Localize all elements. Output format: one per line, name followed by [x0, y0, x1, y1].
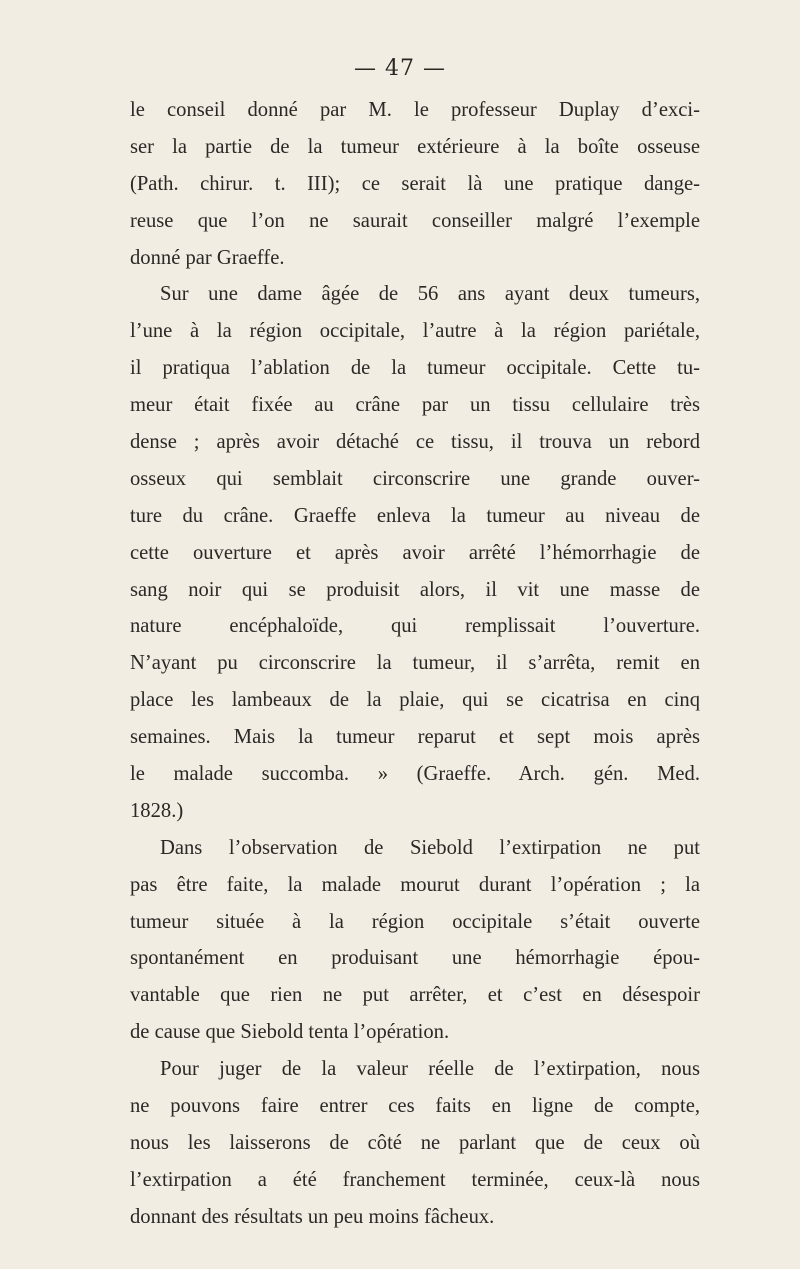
text-line: nature encéphaloïde, qui remplissait l’ouverture. — [130, 615, 700, 638]
text-line: 1828.) — [130, 799, 184, 822]
text-line: vantable que rien ne put arrêter, et c’est en désespoir — [130, 984, 700, 1007]
text-line: donné par Graeffe. — [130, 246, 285, 269]
text-line: il pratiqua l’ablation de la tumeur occipitale. Cette tu- — [130, 357, 700, 380]
paragraph — [130, 92, 700, 276]
text-line: N’ayant pu circonscrire la tumeur, il s’arrêta, remit en — [130, 652, 700, 675]
paragraph — [130, 276, 700, 829]
paragraph — [130, 1051, 700, 1235]
text-line: ne pouvons faire entrer ces faits en ligne de compte, — [130, 1095, 700, 1118]
page-number: — 47 — — [354, 56, 446, 81]
text-line: le malade succomba. » (Graeffe. Arch. gén. Med. — [130, 763, 700, 786]
text-line: pas être faite, la malade mourut durant l’opération ; la — [130, 873, 700, 896]
paragraph — [130, 830, 700, 1051]
text-line: tumeur située à la région occipitale s’était ouverte — [130, 910, 700, 933]
text-line: (Path. chirur. t. III); ce serait là une pratique dange- — [130, 172, 700, 195]
text-line: reuse que l’on ne saurait conseiller malgré l’exemple — [130, 209, 700, 232]
text-line: de cause que Siebold tenta l’opération. — [130, 1021, 450, 1044]
text-line: Pour juger de la valeur réelle de l’extirpation, nous — [160, 1058, 700, 1081]
text-line: osseux qui semblait circonscrire une grande ouver- — [130, 467, 700, 490]
body-text — [130, 92, 700, 1236]
text-line: ture du crâne. Graeffe enleva la tumeur au niveau de — [130, 504, 700, 527]
text-line: l’une à la région occipitale, l’autre à la région pariétale, — [130, 320, 700, 343]
text-line: meur était fixée au crâne par un tissu cellulaire très — [130, 394, 700, 417]
text-line: semaines. Mais la tumeur reparut et sept mois après — [130, 726, 700, 749]
text-line: Sur une dame âgée de 56 ans ayant deux tumeurs, — [160, 283, 700, 306]
text-line: l’extirpation a été franchement terminée, ceux-là nous — [130, 1168, 700, 1191]
text-line: nous les laisserons de côté ne parlant que de ceux où — [130, 1131, 700, 1154]
text-line: sang noir qui se produisit alors, il vit une masse de — [130, 578, 700, 601]
text-line: donnant des résultats un peu moins fâcheux. — [130, 1205, 495, 1228]
text-line: cette ouverture et après avoir arrêté l’hémorrhagie de — [130, 541, 700, 564]
text-line: spontanément en produisant une hémorrhagie épou- — [130, 947, 700, 970]
text-line: le conseil donné par M. le professeur Duplay d’exci- — [130, 99, 700, 121]
text-line: place les lambeaux de la plaie, qui se cicatrisa en cinq — [130, 689, 700, 712]
text-line: Dans l’observation de Siebold l’extirpation ne put — [160, 836, 700, 859]
text-line: dense ; après avoir détaché ce tissu, il trouva un rebord — [130, 431, 700, 454]
text-line: ser la partie de la tumeur extérieure à la boîte osseuse — [130, 135, 700, 158]
